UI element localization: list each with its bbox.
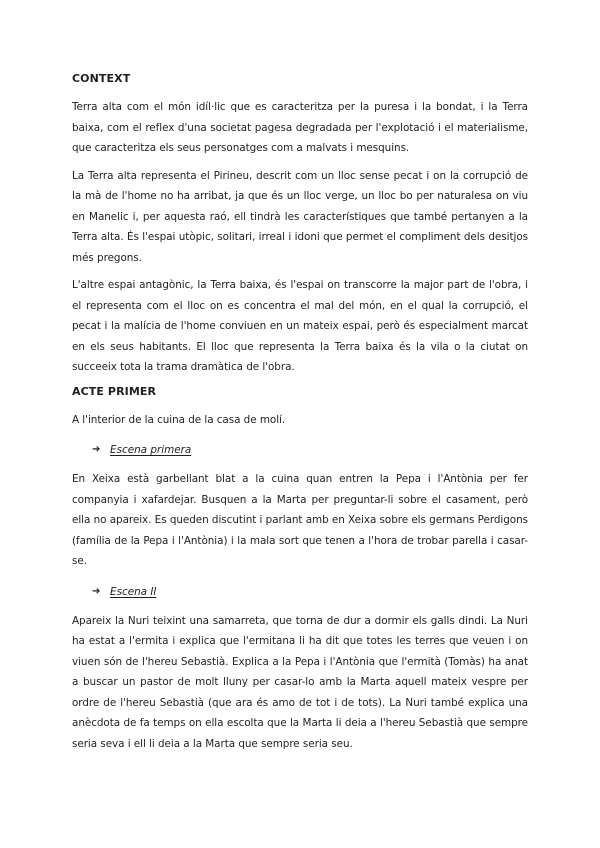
scene-paragraph-1: En Xeixa està garbellant blat a la cuina quan entren la Pepa i l'Antònia per fer companyia i xafardejar. Busquen a la Marta per preguntar-li sobre el casament, però ella no apareix. Es queden discutint i parlant amb en Xeixa sobre els germans Perdigons (família de la Pepa i l'Antònia) i la mala sort que tenen a l'hora de trobar parella i casar-se. [72, 473, 528, 567]
scene-heading-2 [92, 582, 528, 602]
scene-paragraph-2: Apareix la Nuri teixint una samarreta, que torna de dur a dormir els galls dindi. La Nuri ha estat a l'ermita i explica que l'ermitana li ha dit que totes les terres que veuen i on viuen són de l'hereu Sebastià. Explica a la Pepa i l'Antònia que l'ermità (Tomàs) ha anat a buscar un pastor de molt lluny per casar-lo amb la Marta aquell mateix vespre per ordre de l'hereu Sebastià (que ara és amo de tot i de tots). La Nuri també explica una anècdota de fa temps on ella escolta que la Marta li deia a l'hereu Sebastià que sempre seria seva i ell li deia a la Marta que sempre seria seu. [72, 614, 528, 750]
context-paragraph-1: Terra alta com el món idíl·lic que es caracteritza per la puresa i la bondat, i la Terra baixa, com el reflex d'una societat pagesa degradada per l'explotació i el materialisme, que caracteritza els seus personatges com a malvats i mesquins. [72, 101, 528, 154]
context-heading: CONTEXT [72, 72, 131, 85]
scene-heading-1 [92, 440, 528, 460]
scene-title-1: Escena primera [110, 444, 192, 456]
arrow-icon: ➔ [92, 444, 101, 455]
arrow-icon: ➔ [92, 585, 101, 597]
context-paragraph-3: L'altre espai antagònic, la Terra baixa, és l'espai on transcorre la major part de l'obra, i el representa com el lloc on es concentra el mal del món, en el qual la corrupció, el pecat i la malícia de l'home conviuen en un mateix espai, però és especialment marcat en els seus habitants. El lloc que representa la Terra baixa és la vila o la ciutat on succeeix tota la trama dramàtica de l'obra. [72, 279, 528, 373]
document-page [72, 72, 528, 761]
scene-title-2: Escena II [110, 585, 157, 598]
context-paragraph-2: La Terra alta representa el Pirineu, descrit com un lloc sense pecat i on la corrupció de la mà de l'home no ha arribat, ja que és un lloc verge, un lloc bo per naturalesa on viu en Manelic i, per aquesta raó, ell tindrà les característiques que també pertanyen a la Terra alta. És l'espai utòpic, solitari, irreal i idoni que permet el compliment dels desitjos més pregons. [72, 169, 528, 264]
acte-primer-intro: A l'interior de la cuina de la casa de molí. [72, 413, 286, 426]
acte-primer-heading: ACTE PRIMER [72, 384, 157, 398]
